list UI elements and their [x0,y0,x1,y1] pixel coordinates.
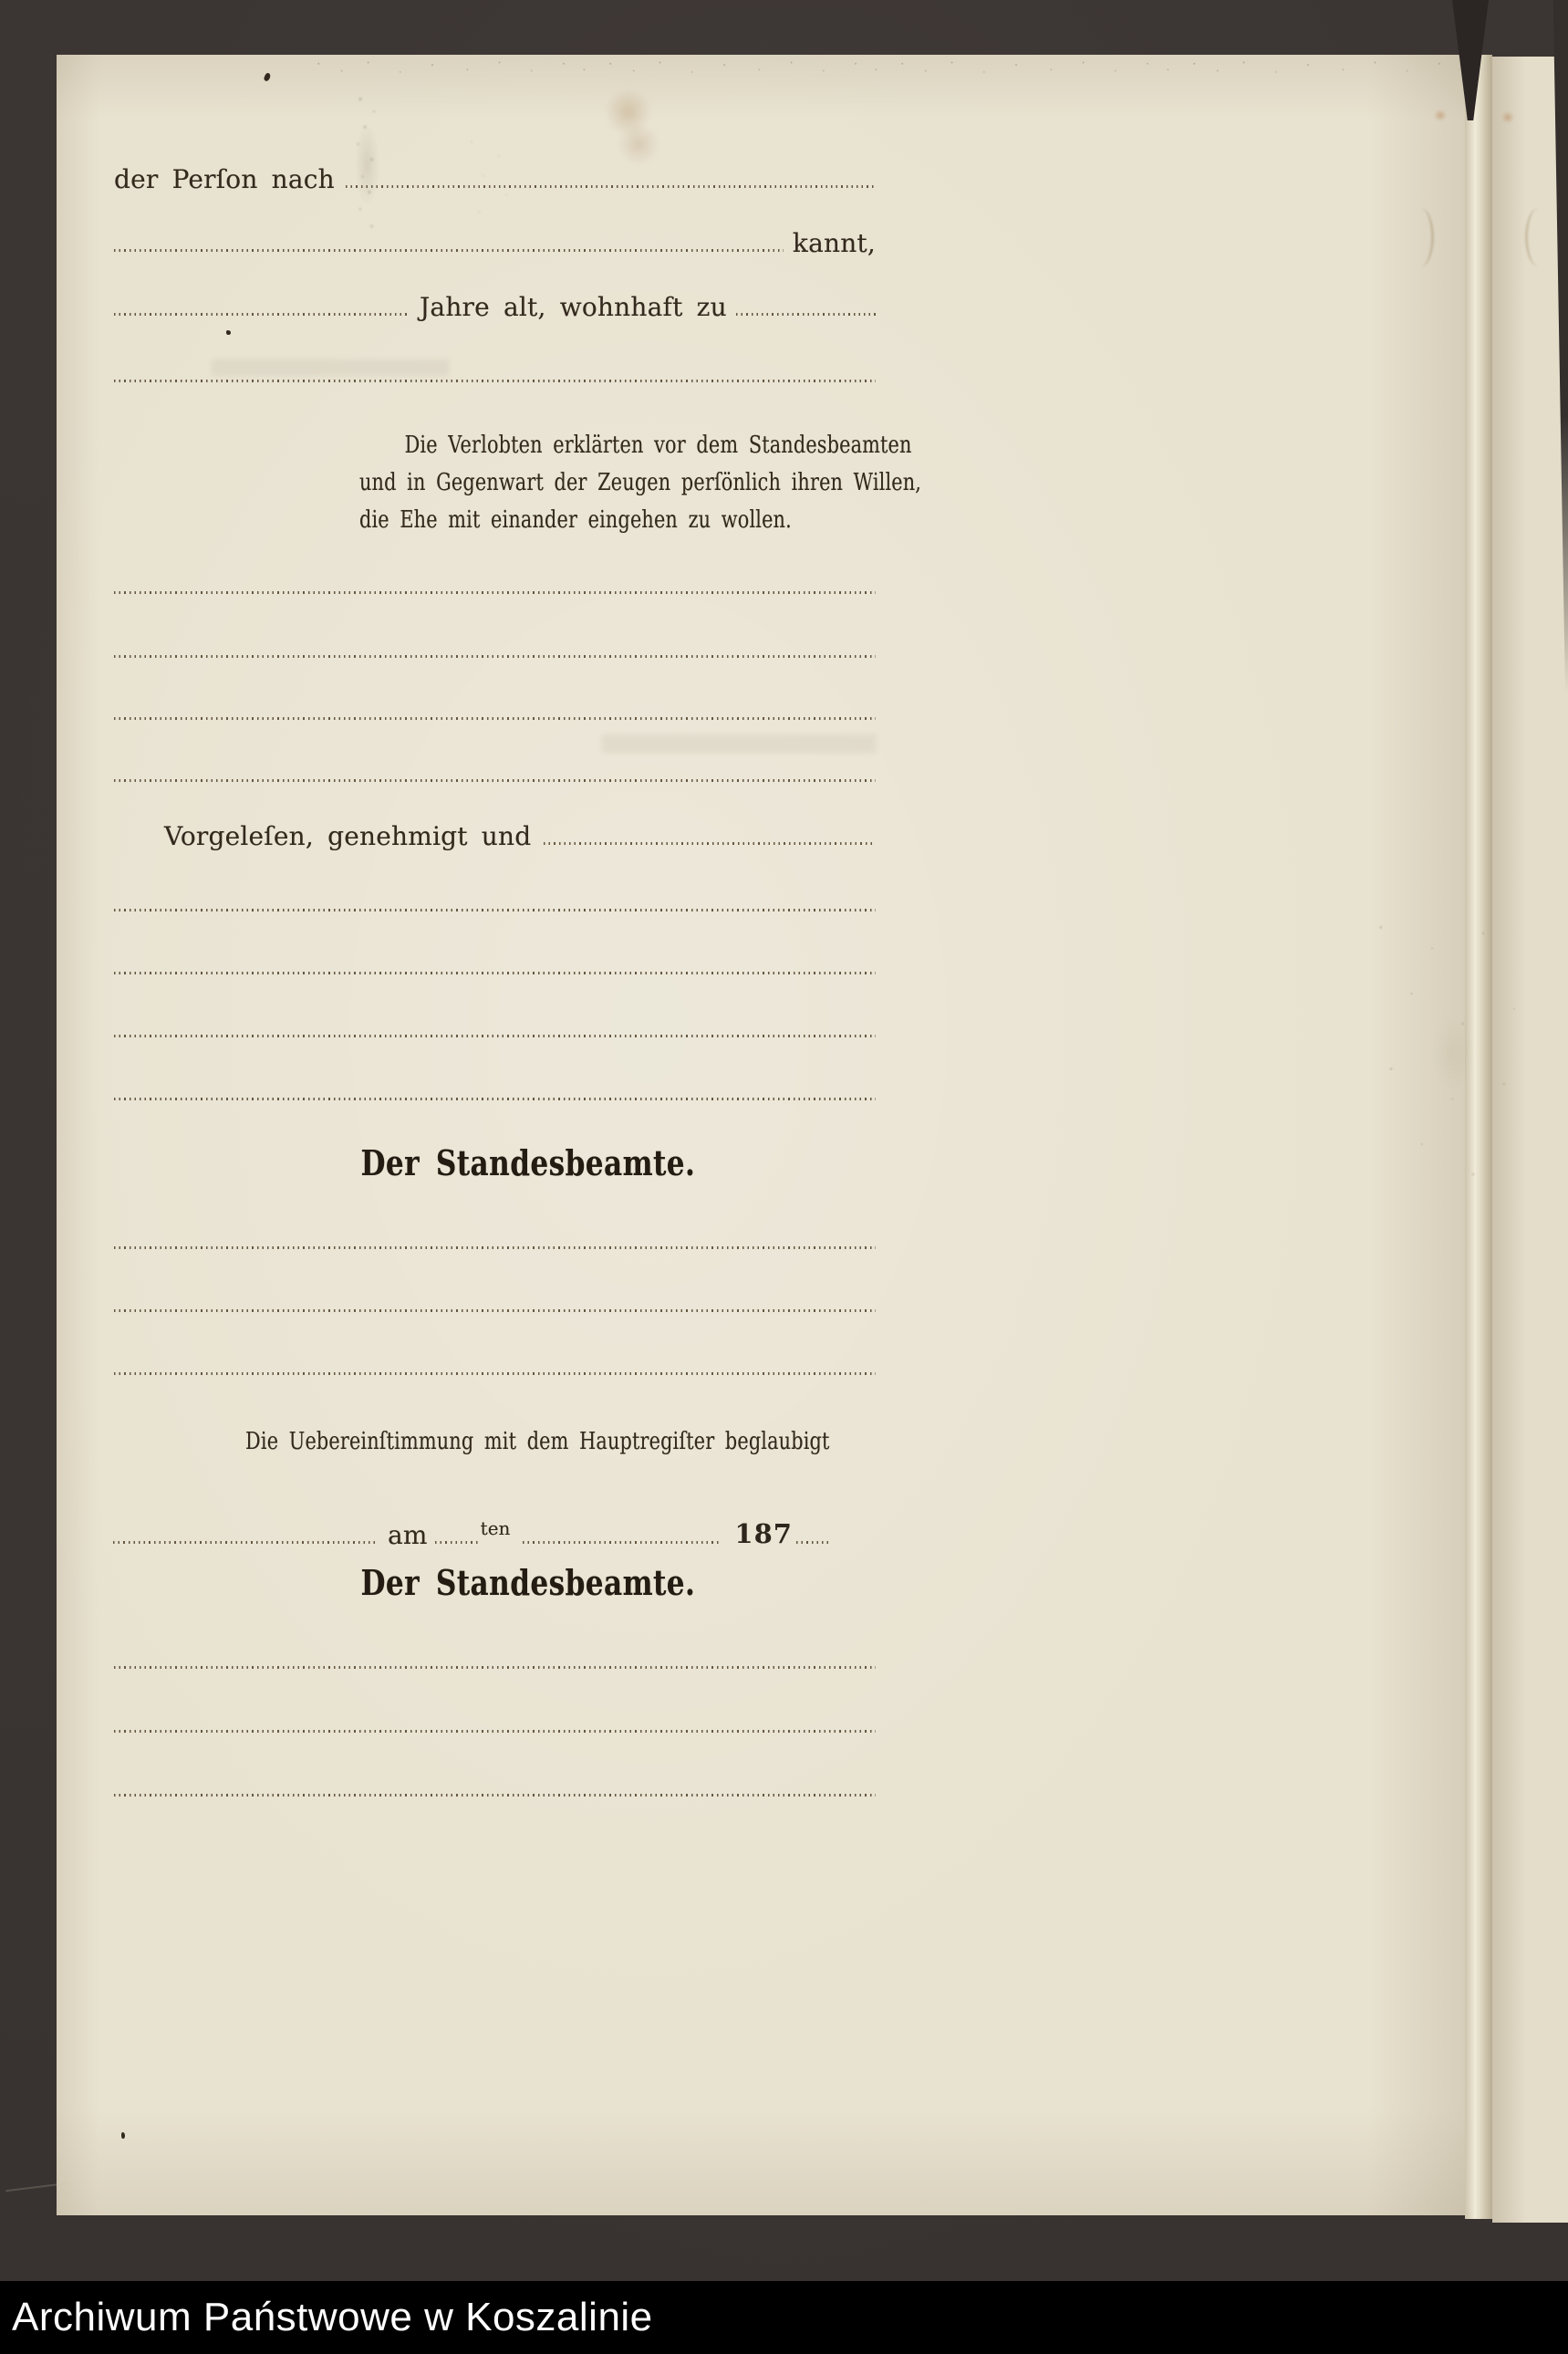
dotted-fill [114,249,784,252]
dotted-line [114,380,876,382]
form-line-vorgelesen [164,814,876,850]
dotted-fill [523,1541,720,1544]
dotted-line [114,1730,876,1733]
kannt-suffix: kannt, [792,227,876,258]
date-year-prefix: 187 [734,1518,793,1549]
dotted-line [114,1666,876,1669]
dotted-line [114,779,876,782]
dotted-fill [346,185,876,188]
dotted-line [114,591,876,594]
form-line-jahre [114,285,876,321]
dotted-fill [736,313,876,316]
dotted-fill [435,1541,479,1544]
dotted-fill [544,842,876,845]
dotted-line [114,1309,876,1312]
declaration-line-1: Die Verlobten erklärten vor dem Standesbeamten [404,432,912,459]
date-ten-label: ten [480,1516,511,1539]
dotted-line [114,1794,876,1797]
person-nach-label: der Perſon nach [114,163,335,194]
archive-footer-bar [0,2281,1568,2354]
date-am-label: am [388,1519,428,1550]
standesbeamte-heading-2: Der Standesbeamte. [360,1562,696,1603]
dotted-fill [796,1541,831,1544]
vorgelesen-label: Vorgeleſen, genehmigt und [164,820,532,851]
certification-line: Die Uebereinſtimmung mit dem Hauptregiſter beglaubigt [245,1428,830,1455]
dotted-line [114,1098,876,1100]
dotted-line [114,1372,876,1375]
declaration-line-3: die Ehe mit einander eingehen zu wollen. [359,506,792,534]
dotted-line [114,972,876,974]
form-line-person [114,157,876,193]
dotted-line [114,655,876,658]
form-content [57,55,1467,2215]
dotted-line [114,1246,876,1249]
dotted-line [114,717,876,720]
dotted-fill [113,1541,375,1544]
archive-name-label: Archiwum Państwowe w Koszalinie [12,2295,653,2339]
page-fold-crease [1465,55,1492,2219]
dotted-line [114,909,876,911]
declaration-paragraph [359,427,922,539]
adjacent-page-edge [1492,57,1568,2223]
dotted-line [114,1035,876,1037]
form-line-kannt [114,221,876,257]
form-line-date [113,1511,799,1549]
dotted-fill [114,313,410,316]
standesbeamte-heading-1: Der Standesbeamte. [360,1142,696,1183]
jahre-alt-label: Jahre alt, wohnhaft zu [420,291,727,322]
declaration-line-2: und in Gegenwart der Zeugen perſönlich ihren Willen, [359,469,922,496]
